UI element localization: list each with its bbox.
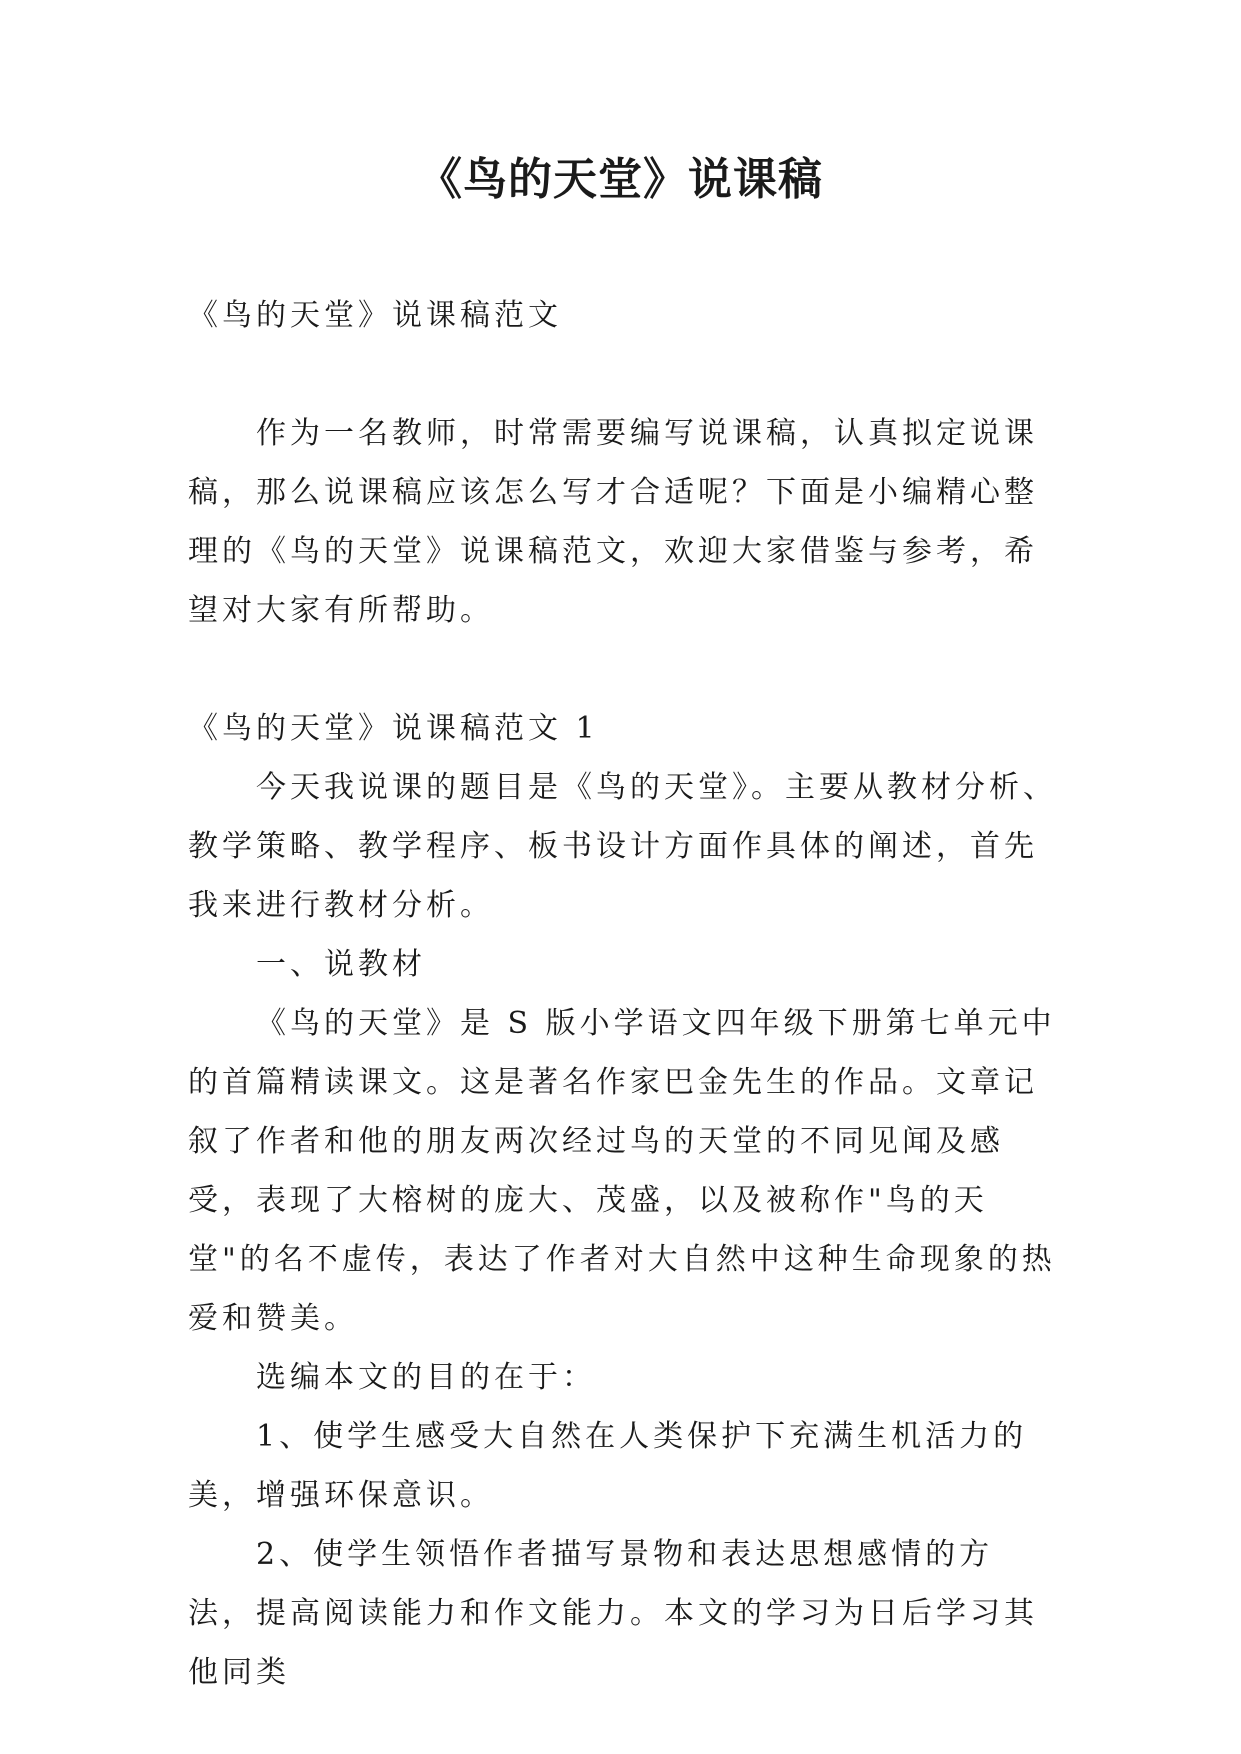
paragraph-heading-teaching-material: 一、说教材 xyxy=(256,947,426,982)
document-subtitle: 《鸟的天堂》说课稿范文 xyxy=(188,298,562,333)
paragraph-opening: 今天我说课的题目是《鸟的天堂》。主要从教材分析、教学策略、教学程序、板书设计方面作具体的阐述，首先我来进行教材分析。 xyxy=(188,770,1057,923)
paragraph-objective-intro: 选编本文的目的在于： xyxy=(256,1360,596,1395)
paragraph-material-description: 《鸟的天堂》是 S 版小学语文四年级下册第七单元中的首篇精读课文。这是著名作家巴金先生的作品。文章记叙了作者和他的朋友两次经过鸟的天堂的不同见闻及感受，表现了大榕树的庞大、茂盛，以及被称作"鸟的天堂"的名不虚传，表达了作者对大自然中这种生命现象的热爱和赞美。 xyxy=(188,1006,1056,1336)
page-title: 《鸟的天堂》说课稿 xyxy=(418,154,823,205)
document-body xyxy=(188,286,1058,1702)
paragraph-objective-1: 1、使学生感受大自然在人类保护下充满生机活力的美，增强环保意识。 xyxy=(188,1419,1028,1513)
section-heading: 《鸟的天堂》说课稿范文 1 xyxy=(188,711,599,746)
intro-paragraph: 作为一名教师，时常需要编写说课稿，认真拟定说课稿，那么说课稿应该怎么写才合适呢？下面是小编精心整理的《鸟的天堂》说课稿范文，欢迎大家借鉴与参考，希望对大家有所帮助。 xyxy=(188,416,1038,628)
paragraph-objective-2: 2、使学生领悟作者描写景物和表达思想感情的方法，提高阅读能力和作文能力。本文的学习为日后学习其他同类 xyxy=(188,1537,1038,1690)
